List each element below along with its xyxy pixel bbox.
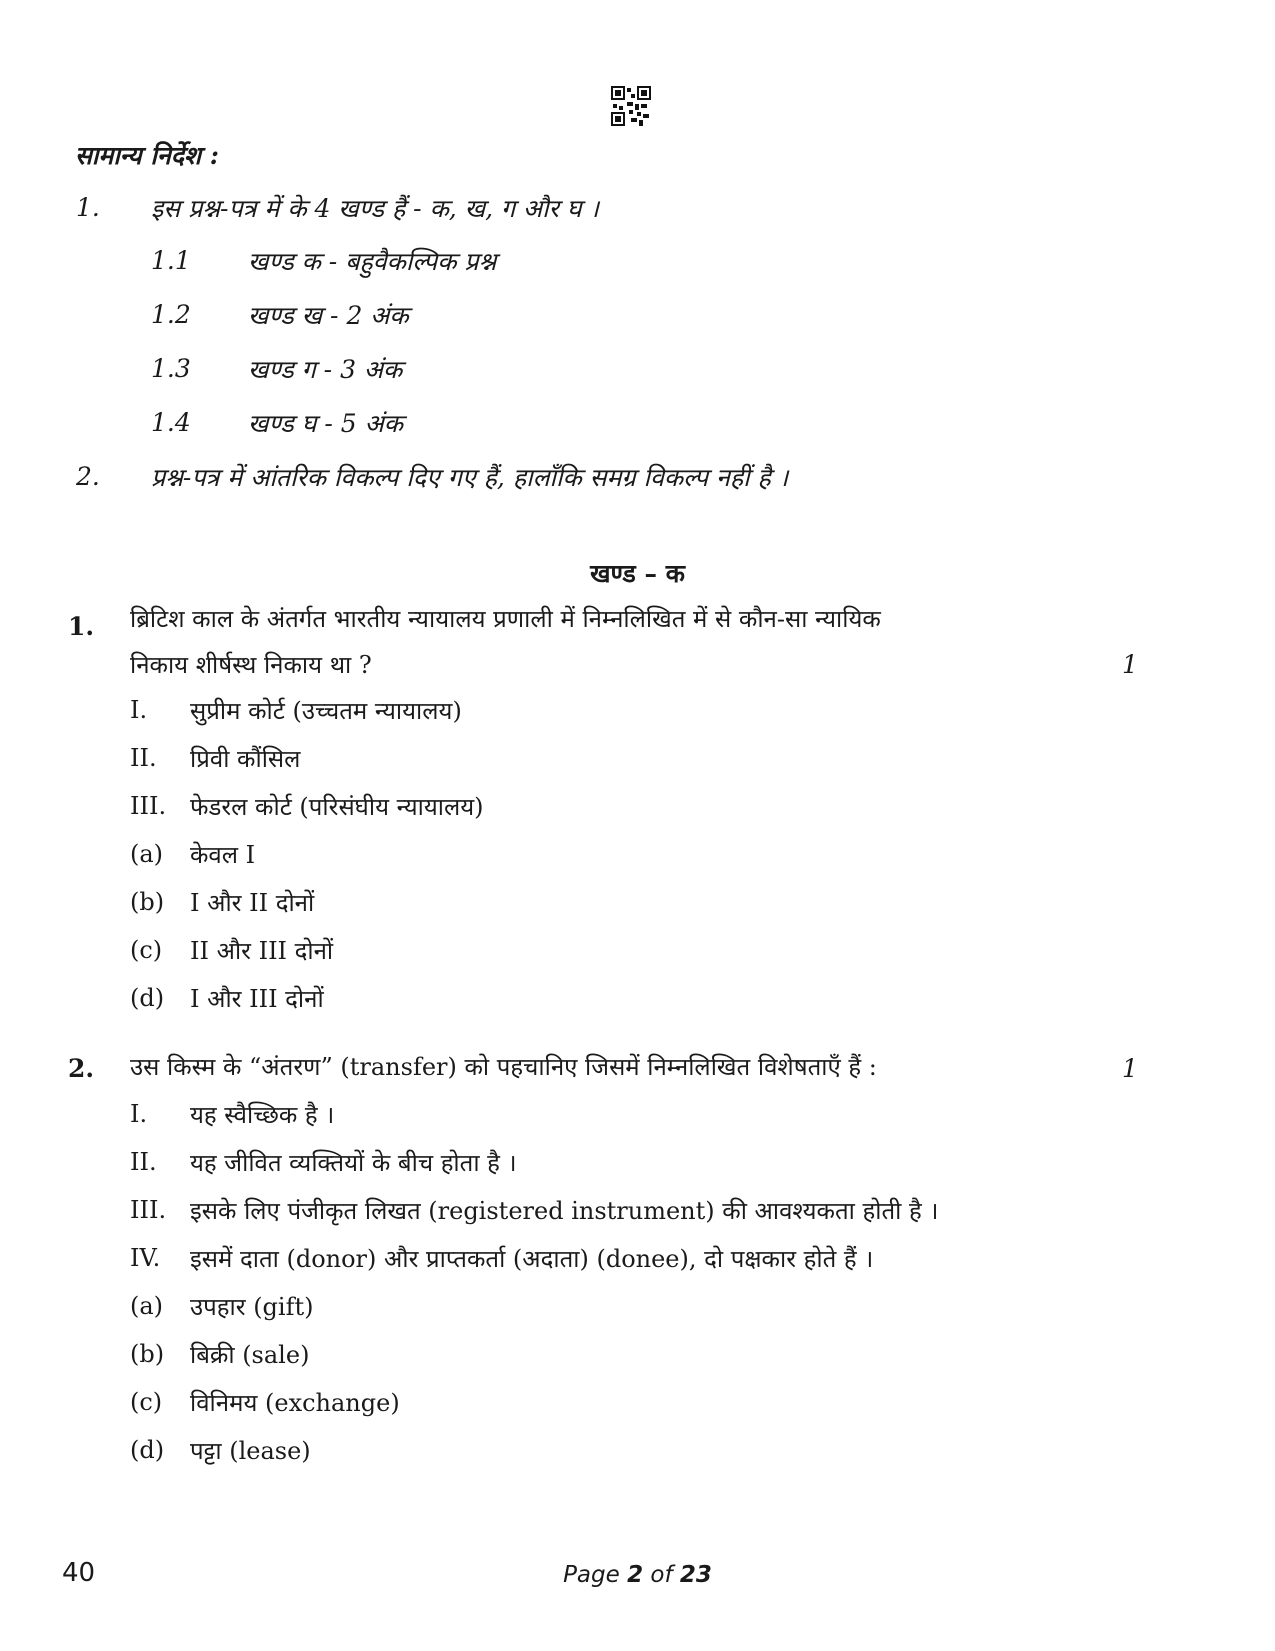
instruction-text: खण्ड घ - 5 अंक xyxy=(248,409,403,438)
option-text: I और II दोनों xyxy=(190,889,315,917)
instruction-number: 1.2 xyxy=(151,300,191,329)
statement-label: I. xyxy=(130,1100,148,1128)
paper-code: 40 xyxy=(62,1558,96,1588)
option-label: (a) xyxy=(130,1292,164,1320)
statement-label: III. xyxy=(130,792,167,820)
option-text: केवल I xyxy=(190,841,256,869)
instruction-number: 1.3 xyxy=(151,354,191,383)
instruction-number: 2. xyxy=(76,462,100,491)
option-label: (d) xyxy=(130,984,165,1012)
instruction-number: 1. xyxy=(76,193,100,222)
statement-text: सुप्रीम कोर्ट (उच्चतम न्यायालय) xyxy=(190,697,462,725)
statement-label: II. xyxy=(130,744,157,772)
section-title: खण्ड – क xyxy=(590,559,685,588)
question-text-line: ब्रिटिश काल के अंतर्गत भारतीय न्यायालय प्रणाली में निम्नलिखित में से कौन-सा न्यायिक xyxy=(130,605,881,633)
option-text: II और III दोनों xyxy=(190,937,334,965)
question-marks: 1 xyxy=(1122,1054,1138,1083)
statement-label: III. xyxy=(130,1196,167,1224)
question-text-line: निकाय शीर्षस्थ निकाय था ? xyxy=(130,651,372,679)
statement-label: I. xyxy=(130,696,148,724)
option-label: (b) xyxy=(130,1340,165,1368)
question-number: 1. xyxy=(68,612,95,641)
option-text: I और III दोनों xyxy=(190,985,324,1013)
option-label: (c) xyxy=(130,1388,163,1416)
option-label: (a) xyxy=(130,840,164,868)
instruction-text: खण्ड ख - 2 अंक xyxy=(248,301,409,330)
page-total: 23 xyxy=(679,1562,712,1588)
statement-text: इसमें दाता (donor) और प्राप्तकर्ता (अदाता) (donee), दो पक्षकार होते हैं । xyxy=(190,1245,874,1273)
statement-text: इसके लिए पंजीकृत लिखत (registered instrument) की आवश्यकता होती है । xyxy=(190,1197,939,1225)
statement-text: यह जीवित व्यक्तियों के बीच होता है । xyxy=(190,1149,517,1177)
question-text-line: उस किस्म के “अंतरण” (transfer) को पहचानिए जिसमें निम्नलिखित विशेषताएँ हैं : xyxy=(130,1053,877,1081)
option-label: (c) xyxy=(130,936,163,964)
option-text: विनिमय (exchange) xyxy=(190,1389,400,1417)
instruction-text: खण्ड ग - 3 अंक xyxy=(248,355,403,384)
instruction-text: इस प्रश्न-पत्र में के 4 खण्ड हैं - क, ख, ग और घ । xyxy=(151,194,599,223)
option-label: (d) xyxy=(130,1436,165,1464)
statement-text: प्रिवी कौंसिल xyxy=(190,745,301,773)
question-number: 2. xyxy=(68,1054,95,1083)
option-text: पट्टा (lease) xyxy=(190,1437,311,1465)
statement-text: यह स्वैच्छिक है । xyxy=(190,1101,335,1129)
general-instructions-heading: सामान्य निर्देश : xyxy=(75,141,219,170)
page-prefix: Page xyxy=(563,1562,628,1588)
instruction-text: खण्ड क - बहुवैकल्पिक प्रश्न xyxy=(248,247,497,276)
option-text: उपहार (gift) xyxy=(190,1293,314,1321)
qr-code-icon xyxy=(611,86,651,126)
statement-label: II. xyxy=(130,1148,157,1176)
page-number xyxy=(0,1562,1275,1588)
statement-text: फेडरल कोर्ट (परिसंघीय न्यायालय) xyxy=(190,793,484,821)
page-current: 2 xyxy=(627,1562,644,1588)
option-label: (b) xyxy=(130,888,165,916)
question-marks: 1 xyxy=(1122,650,1138,679)
statement-label: IV. xyxy=(130,1244,161,1272)
instruction-number: 1.1 xyxy=(151,246,191,275)
instruction-number: 1.4 xyxy=(151,408,191,437)
option-text: बिक्री (sale) xyxy=(190,1341,310,1369)
page-of: of xyxy=(643,1562,680,1588)
instruction-text: प्रश्न-पत्र में आंतरिक विकल्प दिए गए हैं, हालाँकि समग्र विकल्प नहीं है । xyxy=(151,463,789,492)
